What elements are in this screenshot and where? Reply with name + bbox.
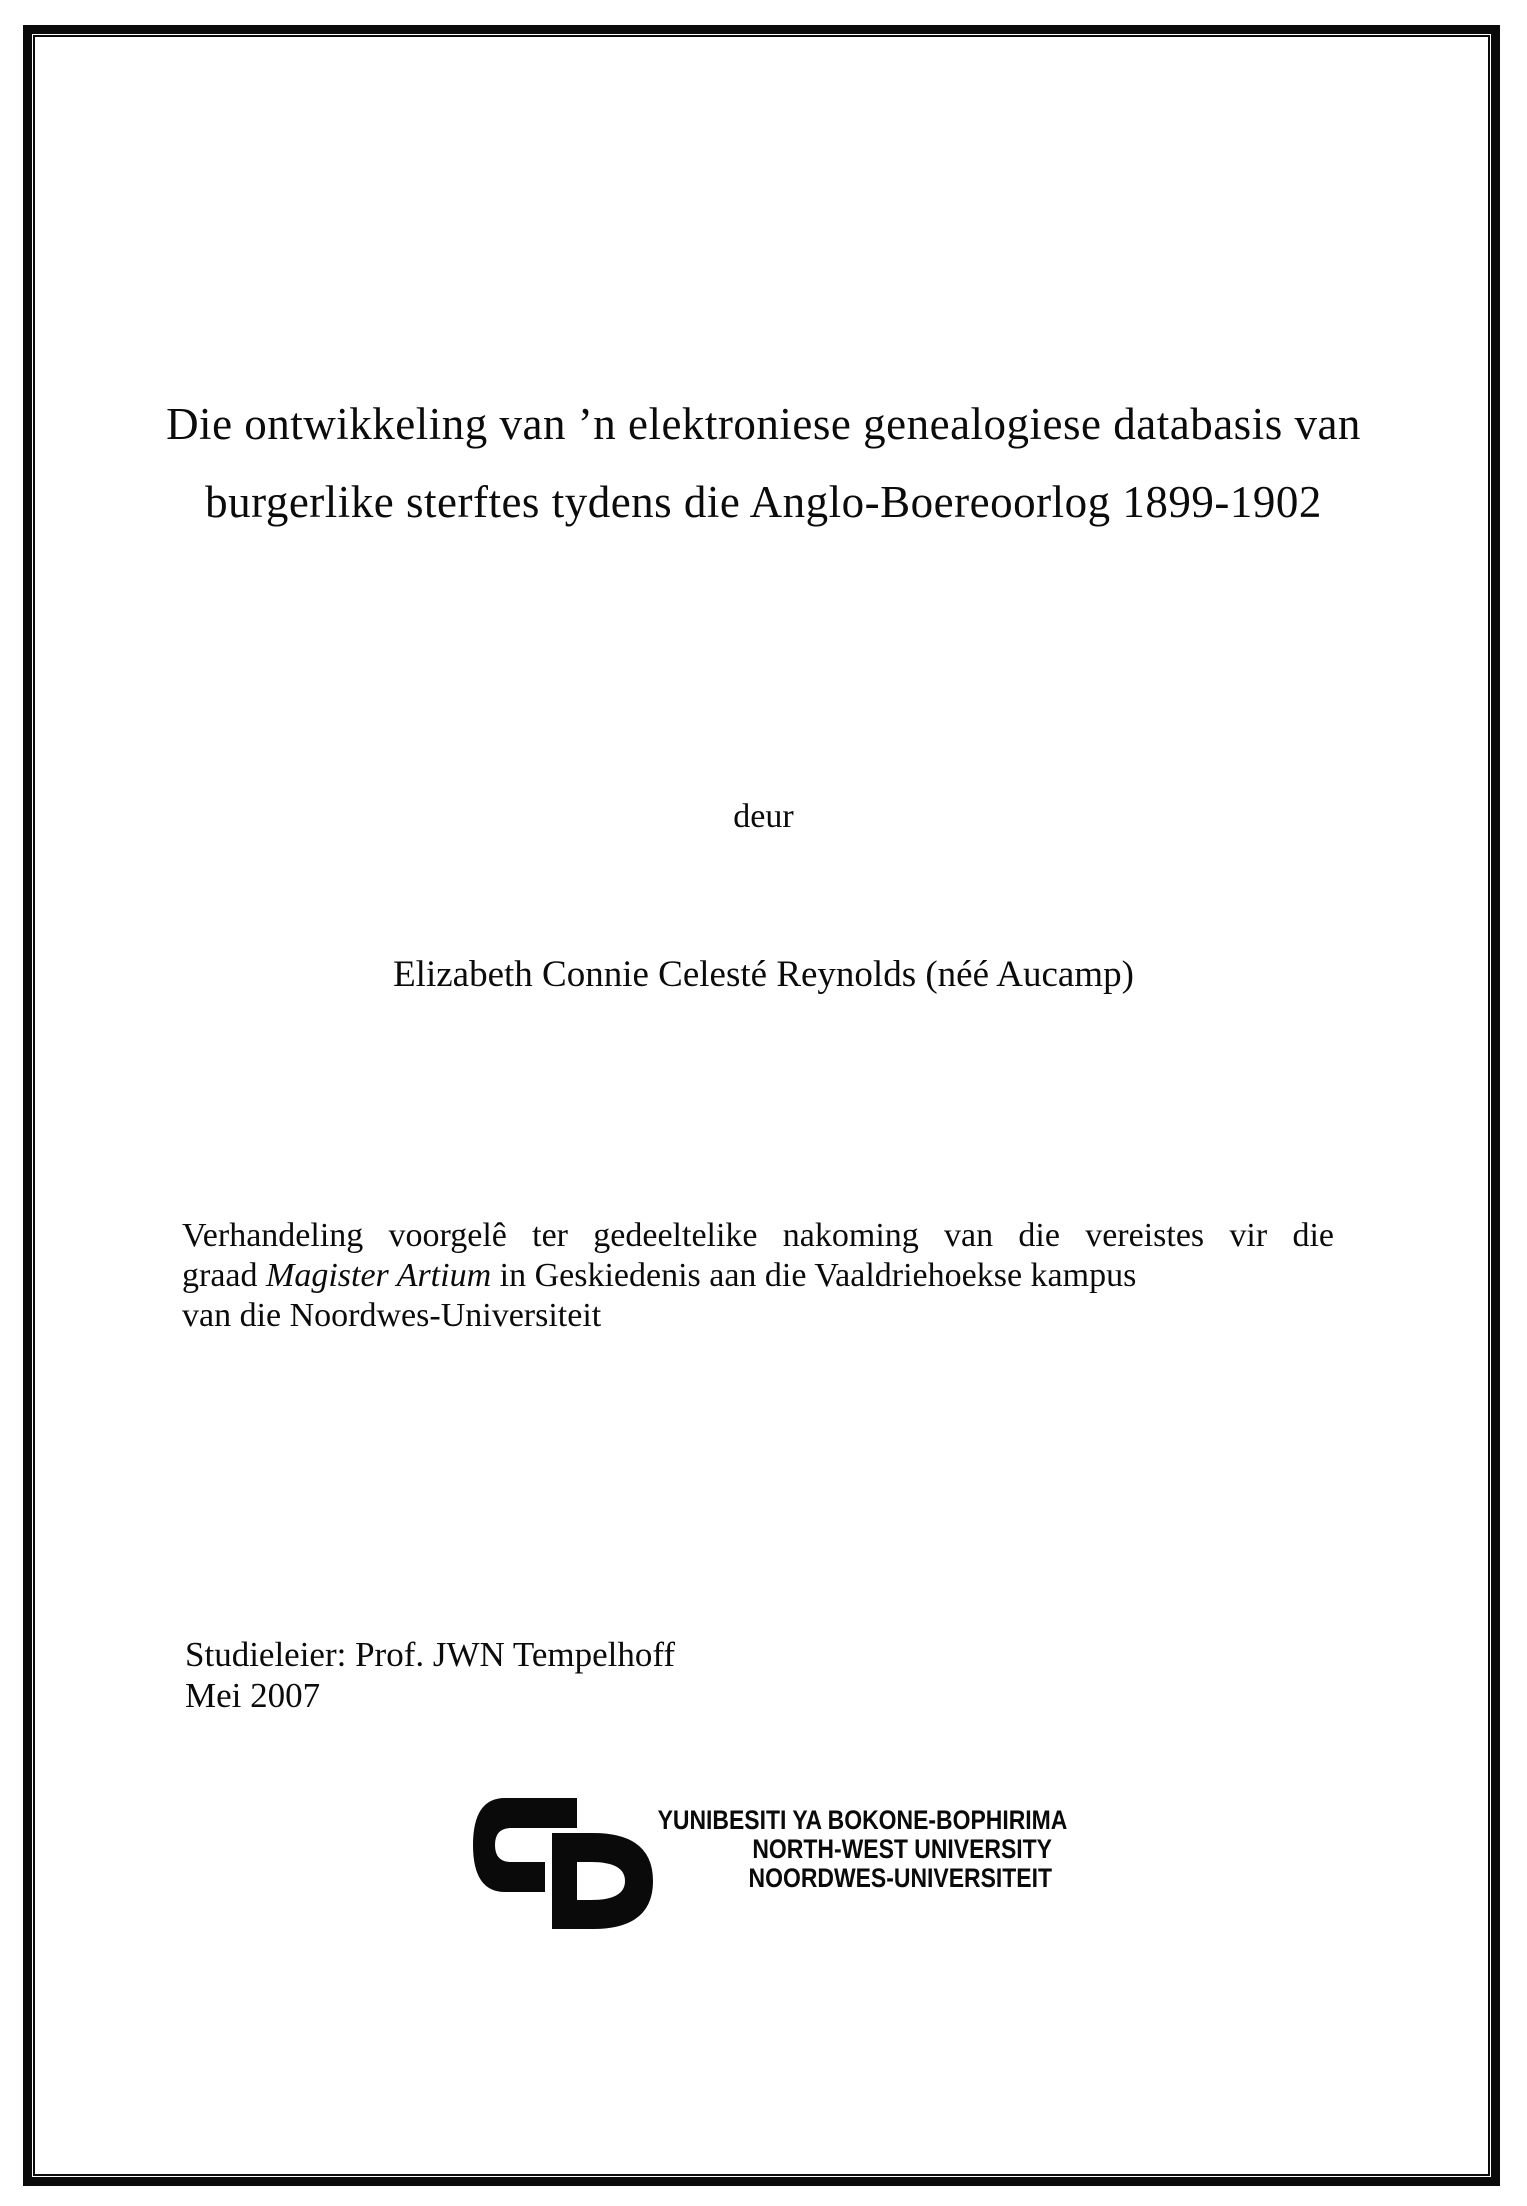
degree-statement-line2 [182,1256,1334,1296]
thesis-title-line2: burgerlike sterftes tydens die Anglo-Boereoorlog 1899-1902 [205,477,1322,527]
logo-text-setswana: YUNIBESITI YA BOKONE-BOPHIRIMA [657,1805,1068,1835]
university-logo [465,1798,1125,1938]
degree-statement-line3: van die Noordwes-Universiteit [182,1297,602,1334]
supervisor-block [185,1634,675,1716]
thesis-title [36,385,1491,541]
logo-text-english: NORTH-WEST UNIVERSITY [752,1834,1052,1864]
degree-statement [182,1216,1334,1336]
degree-line2-prefix: graad [182,1257,267,1294]
logo-text-afrikaans: NOORDWES-UNIVERSITEIT [748,1863,1052,1893]
byline: deur [733,798,794,835]
supervisor-line: Studieleier: Prof. JWN Tempelhoff [185,1635,676,1674]
degree-line2-suffix: in Geskiedenis aan die Vaaldriehoekse kampus [491,1257,1137,1294]
thesis-title-line1: Die ontwikkeling van ’n elektroniese genealogiese databasis van [166,399,1361,449]
university-logo-text [588,1805,1068,1893]
date-line: Mei 2007 [185,1676,321,1715]
author-name: Elizabeth Connie Celesté Reynolds (néé Aucamp) [393,954,1134,995]
degree-title-italic: Magister Artium [266,1257,492,1294]
degree-statement-line1: Verhandeling voorgelê ter gedeeltelike nakoming van die vereistes vir die [182,1217,1334,1254]
